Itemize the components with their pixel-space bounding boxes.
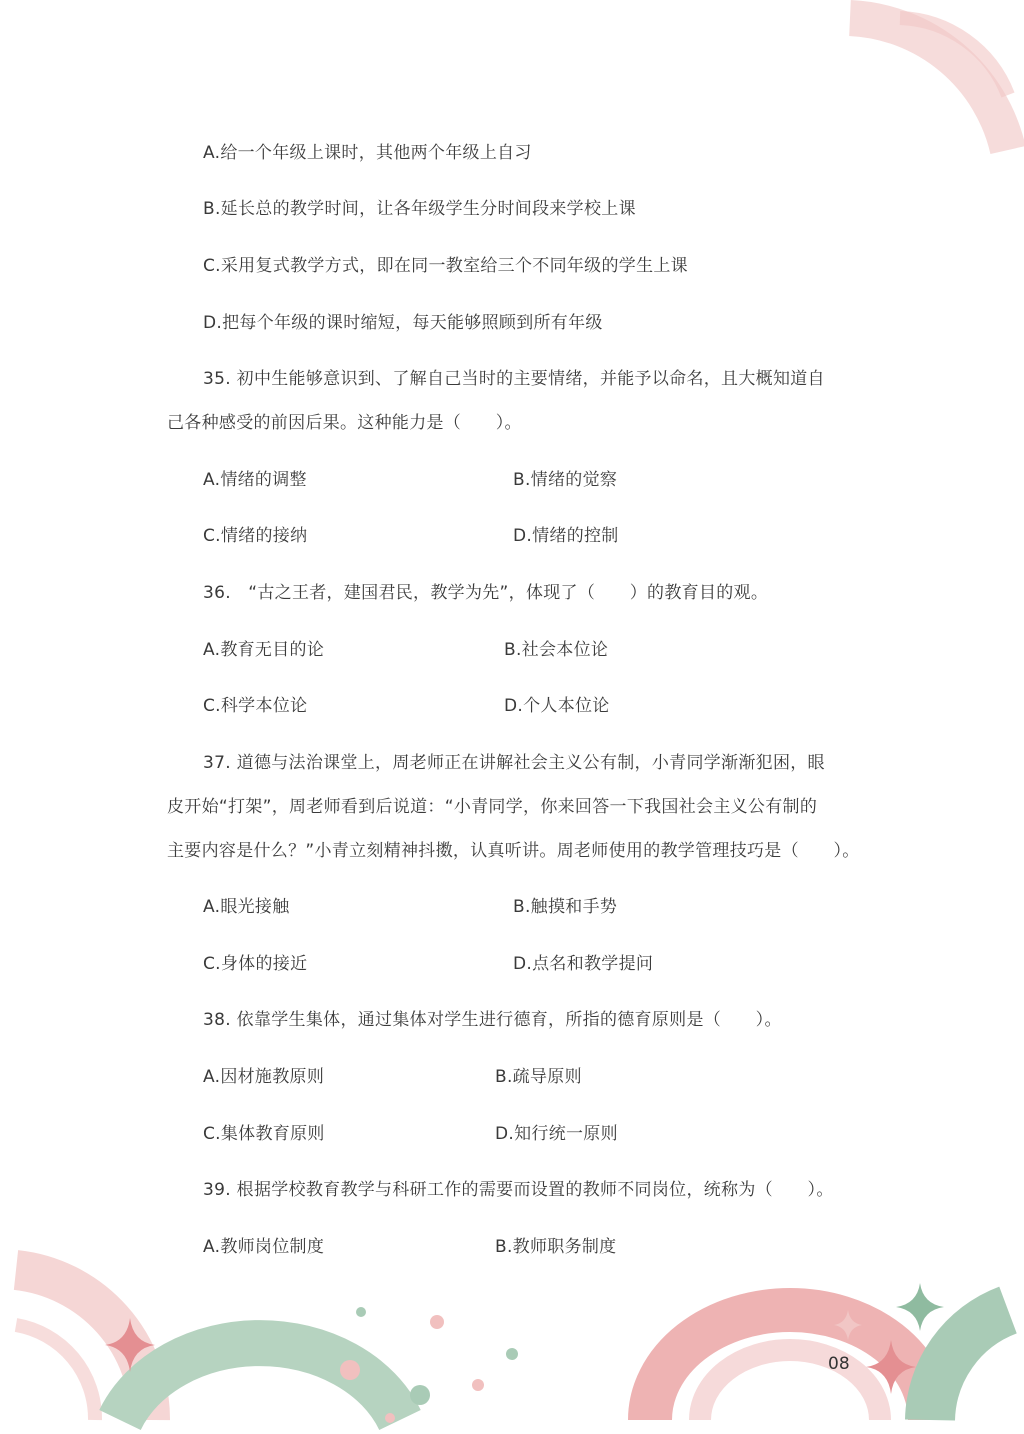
q35-stem-line1: 35. 初中生能够意识到、了解自己当时的主要情绪，并能予以命名，且大概知道自 — [203, 369, 825, 389]
q38-option-a: A.因材施教原则 — [203, 1067, 325, 1087]
bottom-green-arc — [120, 1343, 400, 1420]
q36-option-d: D.个人本位论 — [504, 696, 610, 716]
page-number: 08 — [828, 1354, 850, 1374]
q38-stem: 38. 依靠学生集体，通过集体对学生进行德育，所指的德育原则是（ ）。 — [203, 1010, 782, 1030]
q34-option-b: B.延长总的教学时间，让各年级学生分时间段来学校上课 — [203, 199, 636, 219]
q37-option-b: B.触摸和手势 — [513, 897, 618, 917]
q36-option-c: C.科学本位论 — [203, 696, 308, 716]
decorative-dots — [340, 1307, 518, 1423]
q36-option-a: A.教育无目的论 — [203, 640, 325, 660]
q37-option-a: A.眼光接触 — [203, 897, 290, 917]
bottom-right-green-arc — [930, 1310, 1008, 1420]
q35-option-b: B.情绪的觉察 — [513, 470, 618, 490]
q35-option-d: D.情绪的控制 — [513, 526, 619, 546]
top-right-arc-decoration — [850, 18, 1008, 150]
q34-option-c: C.采用复式教学方式，即在同一教室给三个不同年级的学生上课 — [203, 256, 688, 276]
sparkle-icon — [896, 1283, 944, 1331]
q34-option-d: D.把每个年级的课时缩短，每天能够照顾到所有年级 — [203, 313, 603, 333]
q37-option-d: D.点名和教学提问 — [513, 954, 654, 974]
q36-option-b: B.社会本位论 — [504, 640, 609, 660]
q37-option-c: C.身体的接近 — [203, 954, 308, 974]
q37-stem-line1: 37. 道德与法治课堂上，周老师正在讲解社会主义公有制，小青同学渐渐犯困，眼 — [203, 753, 825, 773]
sparkle-icon — [105, 1318, 155, 1372]
q35-option-c: C.情绪的接纳 — [203, 526, 308, 546]
q39-stem: 39. 根据学校教育教学与科研工作的需要而设置的教师不同岗位，统称为（ ）。 — [203, 1180, 834, 1200]
q38-option-c: C.集体教育原则 — [203, 1124, 325, 1144]
q35-option-a: A.情绪的调整 — [203, 470, 307, 490]
q37-stem-line2: 皮开始“打架”，周老师看到后说道：“小青同学，你来回答一下我国社会主义公有制的 — [167, 797, 818, 817]
q39-option-b: B.教师职务制度 — [495, 1237, 617, 1257]
sparkle-icon — [866, 1340, 916, 1394]
q37-stem-line3: 主要内容是什么？”小青立刻精神抖擞，认真听讲。周老师使用的教学管理技巧是（ ）。 — [167, 841, 860, 861]
q35-stem-line2: 己各种感受的前因后果。这种能力是（ ）。 — [167, 413, 522, 433]
q38-option-d: D.知行统一原则 — [495, 1124, 618, 1144]
bottom-left-arc-decoration — [16, 1270, 150, 1420]
q38-option-b: B.疏导原则 — [495, 1067, 582, 1087]
q39-option-a: A.教师岗位制度 — [203, 1237, 325, 1257]
sparkle-icon — [834, 1310, 862, 1340]
q34-option-a: A.给一个年级上课时，其他两个年级上自习 — [203, 143, 532, 163]
bottom-pink-arc — [650, 1310, 930, 1420]
q36-stem: 36. “古之王者，建国君民，教学为先”，体现了（ ）的教育目的观。 — [203, 583, 769, 603]
